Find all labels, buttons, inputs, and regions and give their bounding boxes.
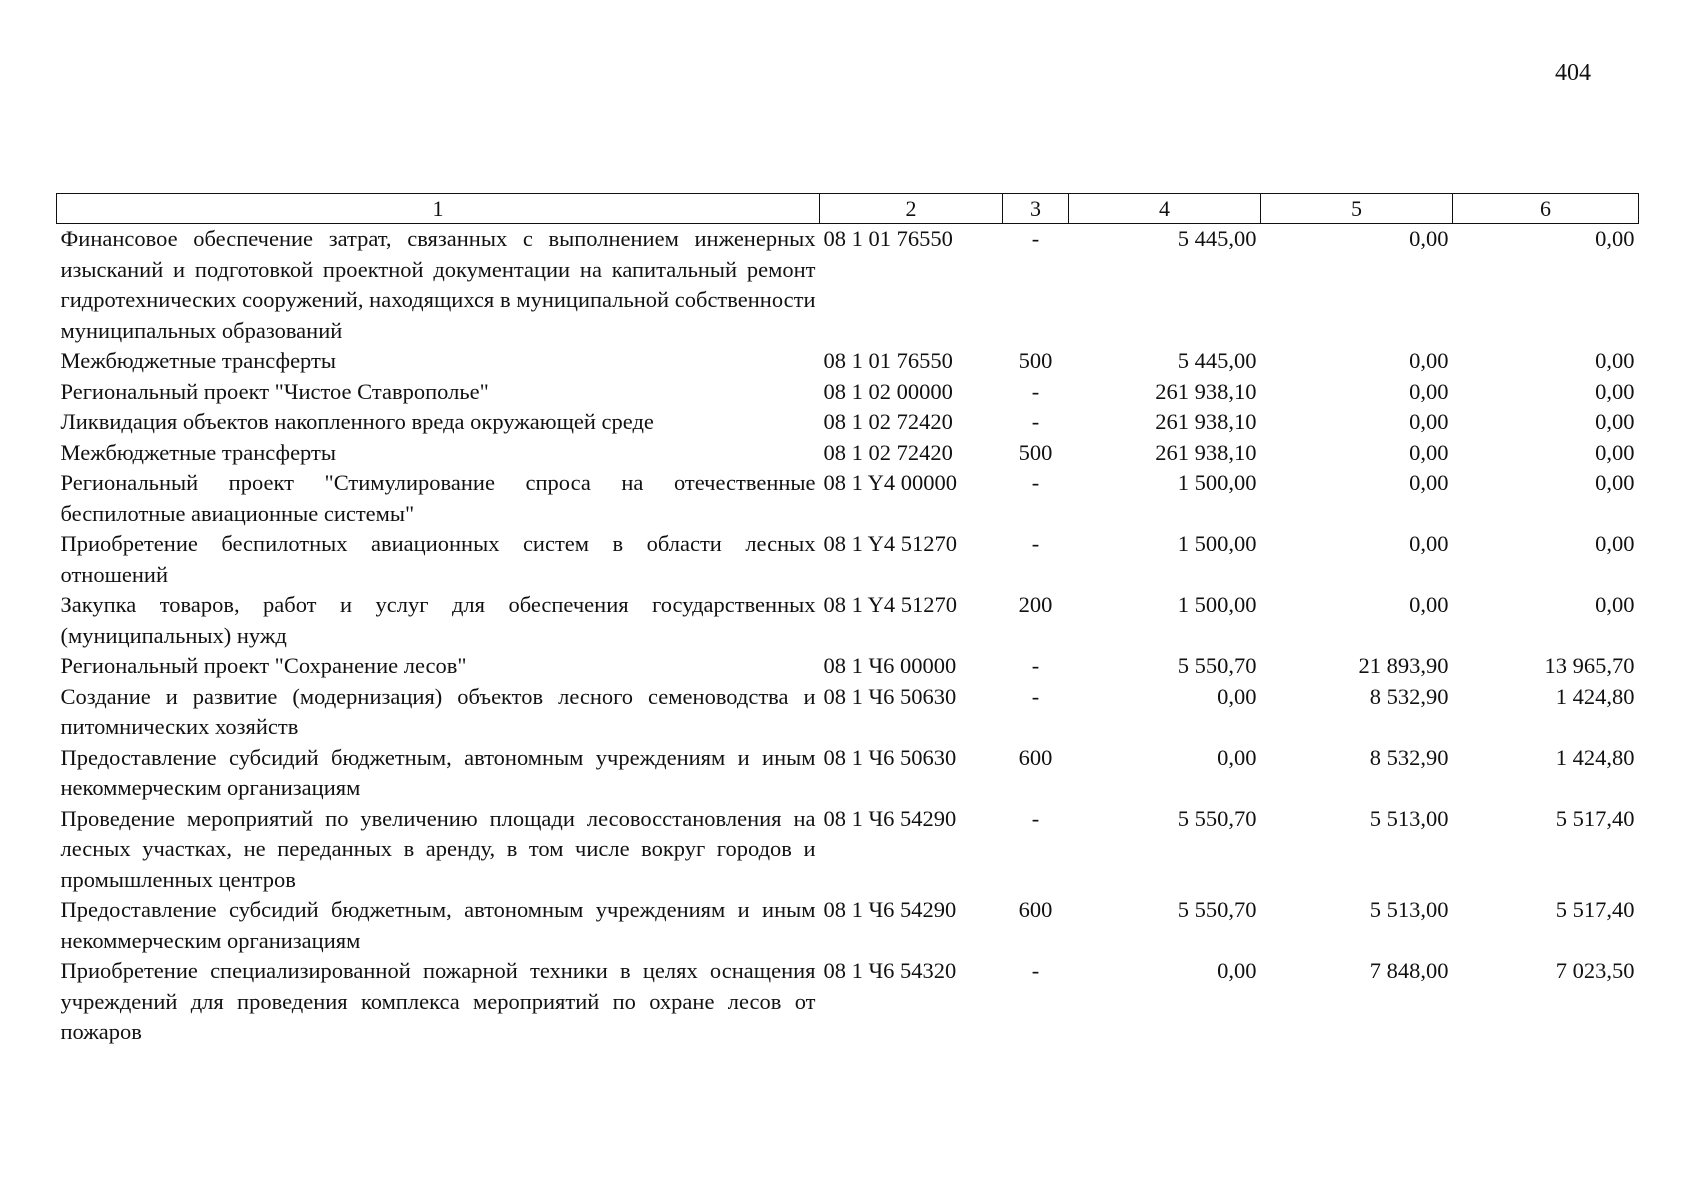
table-body — [57, 224, 1639, 1048]
row-code: 08 1 02 00000 — [823, 378, 953, 404]
column-header: 1 — [57, 194, 820, 224]
column-header: 3 — [1003, 194, 1069, 224]
table-row — [57, 956, 1639, 1048]
row-code: 08 1 Ч6 00000 — [823, 653, 957, 678]
row-name: Финансовое обеспечение затрат, связанных с выполнением инженерных изысканий и подготовкой проектной документации на капитальный ремонт гидротехнических сооружений, находящихся в муниципальной собственности муниципальных образований — [60, 226, 816, 343]
row-type: - — [1031, 226, 1040, 251]
row-value-6: 0,00 — [1595, 409, 1635, 434]
row-code: 08 1 02 72420 — [823, 439, 953, 465]
table-row — [57, 346, 1639, 377]
row-value-5: 0,00 — [1409, 592, 1449, 617]
row-code: 08 1 Ч6 54290 — [823, 805, 957, 831]
row-type: - — [1031, 409, 1040, 434]
row-value-5: 0,00 — [1409, 348, 1449, 373]
row-name: Закупка товаров, работ и услуг для обеспечения государственных (муниципальных) нужд — [60, 592, 816, 648]
row-value-5: 7 848,00 — [1369, 958, 1449, 983]
table-row — [57, 590, 1639, 651]
row-type: 200 — [1018, 592, 1053, 617]
table-row — [57, 651, 1639, 682]
row-value-6: 5 517,40 — [1555, 805, 1635, 831]
row-value-4: 0,00 — [1217, 683, 1257, 709]
row-name: Проведение мероприятий по увеличению площади лесовосстановления на лесных участках, не переданных в аренду, в том числе вокруг городов и промышленных центров — [60, 805, 816, 892]
row-value-6: 0,00 — [1595, 378, 1635, 404]
row-value-4: 5 550,70 — [1177, 897, 1257, 922]
row-value-5: 0,00 — [1409, 409, 1449, 434]
row-value-4: 261 938,10 — [1155, 409, 1257, 434]
column-header: 6 — [1453, 194, 1639, 224]
row-code: 08 1 Y4 00000 — [823, 470, 958, 495]
row-name: Приобретение специализированной пожарной техники в целях оснащения учреждений для проведения комплекса мероприятий по охране лесов от пожаров — [60, 958, 816, 1044]
row-value-4: 0,00 — [1217, 958, 1257, 983]
row-value-5: 0,00 — [1409, 378, 1449, 404]
row-value-6: 0,00 — [1595, 439, 1635, 465]
row-type: - — [1031, 958, 1040, 983]
row-type: - — [1031, 378, 1040, 404]
row-type: - — [1031, 470, 1040, 495]
row-name: Региональный проект "Стимулирование спроса на отечественные беспилотные авиационные системы" — [60, 470, 816, 526]
row-value-6: 0,00 — [1595, 531, 1635, 556]
row-type: 500 — [1018, 348, 1053, 373]
row-value-4: 5 445,00 — [1177, 226, 1257, 251]
row-value-5: 21 893,90 — [1358, 653, 1449, 678]
row-type: - — [1031, 805, 1040, 831]
header-row — [57, 194, 1639, 224]
row-value-6: 0,00 — [1595, 226, 1635, 251]
row-code: 08 1 Ч6 50630 — [823, 744, 957, 770]
column-header: 5 — [1261, 194, 1453, 224]
row-name: Региональный проект "Чистое Ставрополье" — [60, 378, 489, 404]
row-value-4: 261 938,10 — [1155, 439, 1257, 465]
table-row — [57, 529, 1639, 590]
row-code: 08 1 Y4 51270 — [823, 592, 958, 617]
budget-table — [56, 193, 1639, 1048]
table-row — [57, 743, 1639, 804]
row-value-5: 0,00 — [1409, 531, 1449, 556]
row-value-6: 1 424,80 — [1555, 744, 1635, 770]
row-value-5: 0,00 — [1409, 470, 1449, 495]
table-row — [57, 895, 1639, 956]
row-code: 08 1 Y4 51270 — [823, 531, 958, 556]
row-code: 08 1 02 72420 — [823, 409, 953, 434]
row-value-6: 7 023,50 — [1555, 958, 1635, 983]
row-code: 08 1 01 76550 — [823, 226, 953, 251]
row-value-6: 0,00 — [1595, 592, 1635, 617]
page-number: 404 — [1555, 60, 1591, 86]
table-row — [57, 682, 1639, 743]
row-value-4: 0,00 — [1217, 744, 1257, 770]
row-value-5: 0,00 — [1409, 439, 1449, 465]
row-value-5: 8 532,90 — [1369, 744, 1449, 770]
table-row — [57, 407, 1639, 438]
row-code: 08 1 Ч6 50630 — [823, 683, 957, 709]
row-value-6: 1 424,80 — [1555, 683, 1635, 709]
row-type: - — [1031, 653, 1040, 678]
row-type: - — [1031, 531, 1040, 556]
row-value-4: 1 500,00 — [1177, 470, 1257, 495]
row-value-5: 0,00 — [1409, 226, 1449, 251]
row-name: Приобретение беспилотных авиационных систем в области лесных отношений — [60, 531, 816, 587]
row-value-4: 1 500,00 — [1177, 531, 1257, 556]
table-row — [57, 224, 1639, 347]
row-value-6: 13 965,70 — [1544, 653, 1635, 678]
row-code: 08 1 Ч6 54320 — [823, 958, 957, 983]
row-name: Региональный проект "Сохранение лесов" — [60, 653, 467, 678]
row-value-4: 5 445,00 — [1177, 348, 1257, 373]
table-row — [57, 377, 1639, 408]
row-value-5: 8 532,90 — [1369, 683, 1449, 709]
row-type: - — [1031, 683, 1040, 709]
row-value-4: 5 550,70 — [1177, 805, 1257, 831]
row-name: Межбюджетные трансферты — [60, 348, 336, 373]
row-value-5: 5 513,00 — [1369, 805, 1449, 831]
row-code: 08 1 Ч6 54290 — [823, 897, 957, 922]
row-value-6: 5 517,40 — [1555, 897, 1635, 922]
row-name: Предоставление субсидий бюджетным, автономным учреждениям и иным некоммерческим организациям — [60, 744, 816, 800]
row-name: Создание и развитие (модернизация) объектов лесного семеноводства и питомнических хозяйств — [60, 683, 816, 739]
row-type: 600 — [1018, 897, 1053, 922]
row-code: 08 1 01 76550 — [823, 348, 953, 373]
row-value-4: 5 550,70 — [1177, 653, 1257, 678]
row-type: 500 — [1018, 439, 1053, 465]
row-name: Предоставление субсидий бюджетным, автономным учреждениям и иным некоммерческим организациям — [60, 897, 816, 953]
row-value-6: 0,00 — [1595, 348, 1635, 373]
row-value-4: 261 938,10 — [1155, 378, 1257, 404]
row-value-5: 5 513,00 — [1369, 897, 1449, 922]
table-row — [57, 438, 1639, 469]
column-header: 2 — [820, 194, 1003, 224]
table-row — [57, 804, 1639, 896]
row-name: Межбюджетные трансферты — [60, 439, 336, 465]
table-row — [57, 468, 1639, 529]
row-name: Ликвидация объектов накопленного вреда окружающей среде — [60, 409, 654, 434]
column-header: 4 — [1069, 194, 1261, 224]
row-value-6: 0,00 — [1595, 470, 1635, 495]
row-type: 600 — [1018, 744, 1053, 770]
row-value-4: 1 500,00 — [1177, 592, 1257, 617]
